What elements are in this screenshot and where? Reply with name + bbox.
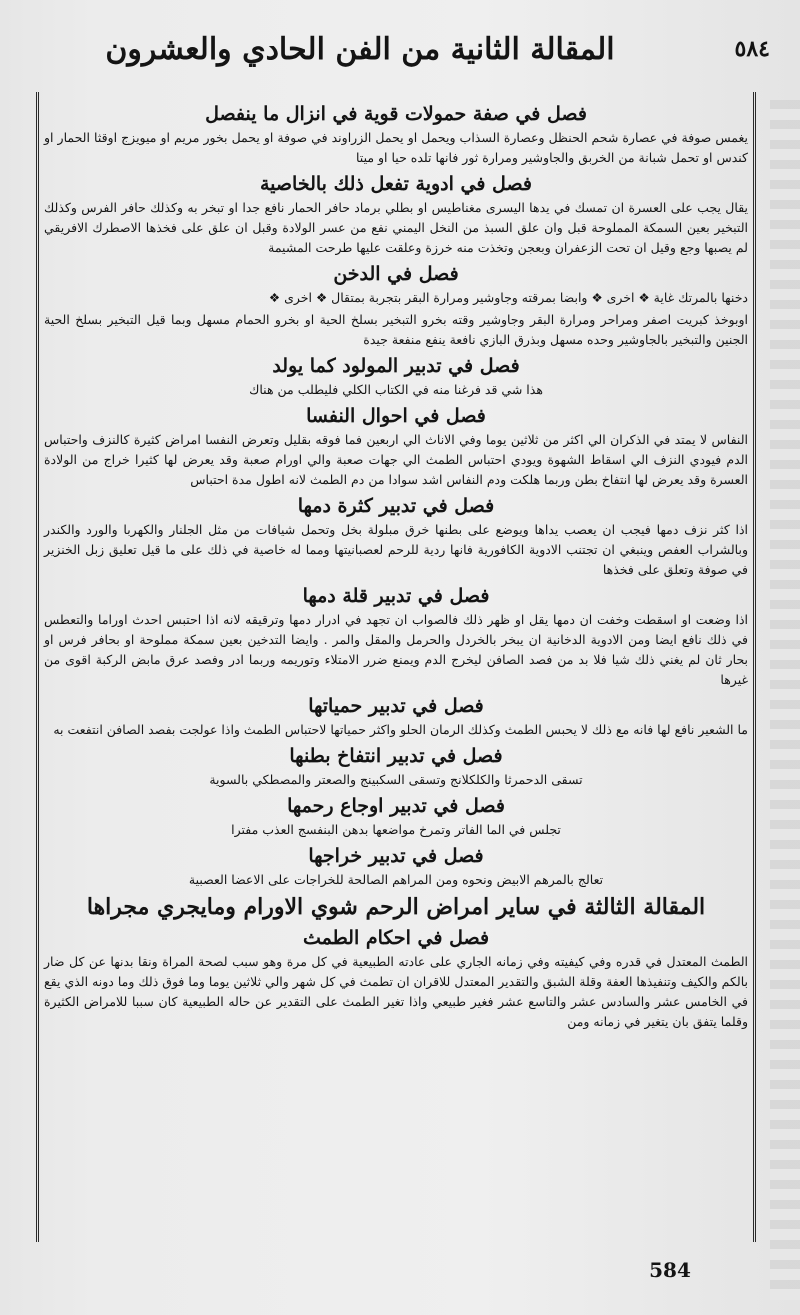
paragraph: النفاس لا يمتد في الذكران الي اكثر من ثلاثين يوما وفي الاناث الي اربعين فما فوقه بقليل وتعرض النفسا امراض كثيرة كالنزف واحتباس الدم فيودي النزف الي اسقاط الشهوة ويودي احتباس الطمث الي جهات صعبة والي اورام صعبة وقد يعرض لها كثيرا خراج من الولادة العسرة وقد يعرض لها انتفاخ بطن وربما هلكت ودم النفاس اشد سوادا من دم الطمث لانه اطول مدة احتباس bbox=[44, 432, 748, 487]
running-title: المقالة الثانية من الفن الحادي والعشرون bbox=[105, 32, 615, 67]
footer-page-number: 584 bbox=[649, 1258, 691, 1282]
section bbox=[44, 582, 748, 690]
section bbox=[44, 492, 748, 580]
paragraph: اوبوخذ كبريت اصفر ومراحر ومرارة البقر وجاوشير وقته بخرو التبخير بسلخ الحية او بخرو الحمام مسهل وبما قيل التبخير بسلخ الحية الجنين والتبخير بالجاوشير وحده مسهل وبذرق البازي نافعة ينفع منفعة جيدة bbox=[44, 312, 748, 347]
section bbox=[44, 260, 748, 350]
section bbox=[44, 402, 748, 490]
section-heading: فصل في تدبير كثرة دمها bbox=[297, 495, 495, 517]
paragraph: يقال يجب على العسرة ان تمسك في يدها اليسرى مغناطيس او بطلي برماد حافر الحمار نافع جدا او تبخر به وكذلك حافر الفرس وكذلك التبخير بعين السمكة المملوحة قبل وان علق السبذ من النخل اليمني نفع من عسر الولادة وقبل ان علق على فخذها الاصطرك الافريقي لم يصبها وجع وقيل ان تحت الزعفران وبعجن وتخذت منه خرزة وعلقت عليها طرحت المشيمة bbox=[44, 200, 748, 255]
section-heading: فصل في تدبير خراجها bbox=[308, 845, 484, 867]
paragraph: يغمس صوفة في عصارة شحم الحنظل وعصارة السذاب ويحمل او يحمل الزراوند في صوفة او يحمل بخور مريم او ميويزج اوقثا الحمار او كندس او تحمل شبانة من الخربق والجاوشير ومرارة ثور فانها تلده حيا او ميتا bbox=[44, 130, 748, 165]
section-heading: فصل في تدبير المولود كما يولد bbox=[272, 355, 520, 377]
facing-page-edge bbox=[770, 100, 800, 1300]
paragraph: تجلس في الما الفاتر وتمرخ مواضعها بدهن البنفسج العذب مفترا bbox=[231, 822, 561, 837]
paragraph: تسقى الدحمرثا والكلكلانج وتسقى السكبينج والصعتر والمصطكي بالسوية bbox=[209, 772, 583, 787]
article-heading: المقالة الثالثة في ساير امراض الرحم شوي الاورام ومايجري مجراها bbox=[86, 894, 706, 920]
main-text bbox=[44, 98, 748, 1034]
paragraph: ما الشعير نافع لها فانه مع ذلك لا يحبس الطمث وكذلك الرمان الحلو واكثر حمياتها لاحتباس الطمث واذا عولجت بفصد الصافن انتفعت به bbox=[53, 722, 748, 737]
section bbox=[44, 842, 748, 890]
paragraph: هذا شي قد فرغنا منه في الكتاب الكلي فليطلب من هناك bbox=[249, 382, 543, 397]
section bbox=[44, 692, 748, 740]
section-heading: فصل في الدخن bbox=[333, 263, 459, 285]
paragraph: تعالج بالمرهم الابيض ونحوه ومن المراهم الصالحة للخراجات على الاعضا العصبية bbox=[188, 872, 604, 887]
section bbox=[44, 792, 748, 840]
paragraph: الطمث المعتدل في قدره وفي كيفيته وفي زمانه الجاري على عادته الطبيعية في كل مرة وهو سبب لصحة المراة ونقا بدنها عن كل ضار بالكم والكيف وتنفيذها العفة وقلة الشبق والتقدير المعتدل للاقران ان تطمث في كل شهر والي ثلاثين يوما وما فوق ذلك وما دونه الذي يقع في الخامس عشر والسادس عشر والتاسع عشر فغير طبيعي واذا تغير الطمث على التقدير عن حاله الطبيعية كان سببا للامراض الكثيرة وقلما يتفق بان يتغير في زمانه ومن bbox=[44, 954, 748, 1029]
section bbox=[44, 742, 748, 790]
section-heading: فصل في صفة حمولات قوية في انزال ما ينفصل bbox=[205, 103, 587, 125]
section bbox=[44, 170, 748, 258]
paragraph: اذا كثر نزف دمها فيجب ان يعصب يداها ويوضع على بطنها خرق مبلولة بخل وتحمل شيافات من مثل الجلنار والكهربا والورد والكندر وبالشراب العفص وينبغي ان تجتنب الادوية الكافورية فانها ردية للرحم لعصبانيتها ومما له خاصية في ذلك على ما قيل تعليق زبل الخنزير في صوفة وتعلق على فخذها bbox=[44, 522, 748, 577]
section-heading: فصل في تدبير اوجاع رحمها bbox=[287, 795, 505, 817]
section-heading: فصل في احكام الطمث bbox=[302, 927, 490, 949]
section-heading: فصل في ادوية تفعل ذلك بالخاصية bbox=[259, 173, 533, 195]
section-heading: فصل في تدبير انتفاخ بطنها bbox=[289, 745, 503, 767]
section-heading: فصل في احوال النفسا bbox=[306, 405, 486, 427]
section bbox=[44, 892, 748, 922]
section-heading: فصل في تدبير حمياتها bbox=[308, 695, 484, 717]
section bbox=[44, 924, 748, 1032]
page-header bbox=[40, 18, 770, 88]
paragraph: دخنها بالمرتك غاية ❖ اخرى ❖ وابضا بمرقته وجاوشير ومرارة البقر بتجربة بمتقال ❖ اخرى ❖ bbox=[268, 290, 748, 305]
section bbox=[44, 352, 748, 400]
section-heading: فصل في تدبير قلة دمها bbox=[302, 585, 490, 607]
paragraph: اذا وضعت او اسقطت وخفت ان دمها يقل او ظهر ذلك فالصواب ان تجهد في ادرار دمها وترقيقه لانه اذا احتبس احدث اوراما والتعطس في ذلك نافع ايضا ومن الادوية الدخانية ان يبخر بالخردل والحرمل والمقل والمر . وايضا التدخين بعين سمكة مملوحة او بحافر فرس او بحار ثان لم يغني ذلك شيا فلا بد من فصد الصافن ليخرج الدم ويمنع ضرر الامتلاء وتوريمه وربما ادر وفصد عرق مابض الركبة اقوى من غيرها bbox=[44, 612, 748, 687]
header-page-number: ٥٨٤ bbox=[734, 36, 770, 62]
section bbox=[44, 100, 748, 168]
